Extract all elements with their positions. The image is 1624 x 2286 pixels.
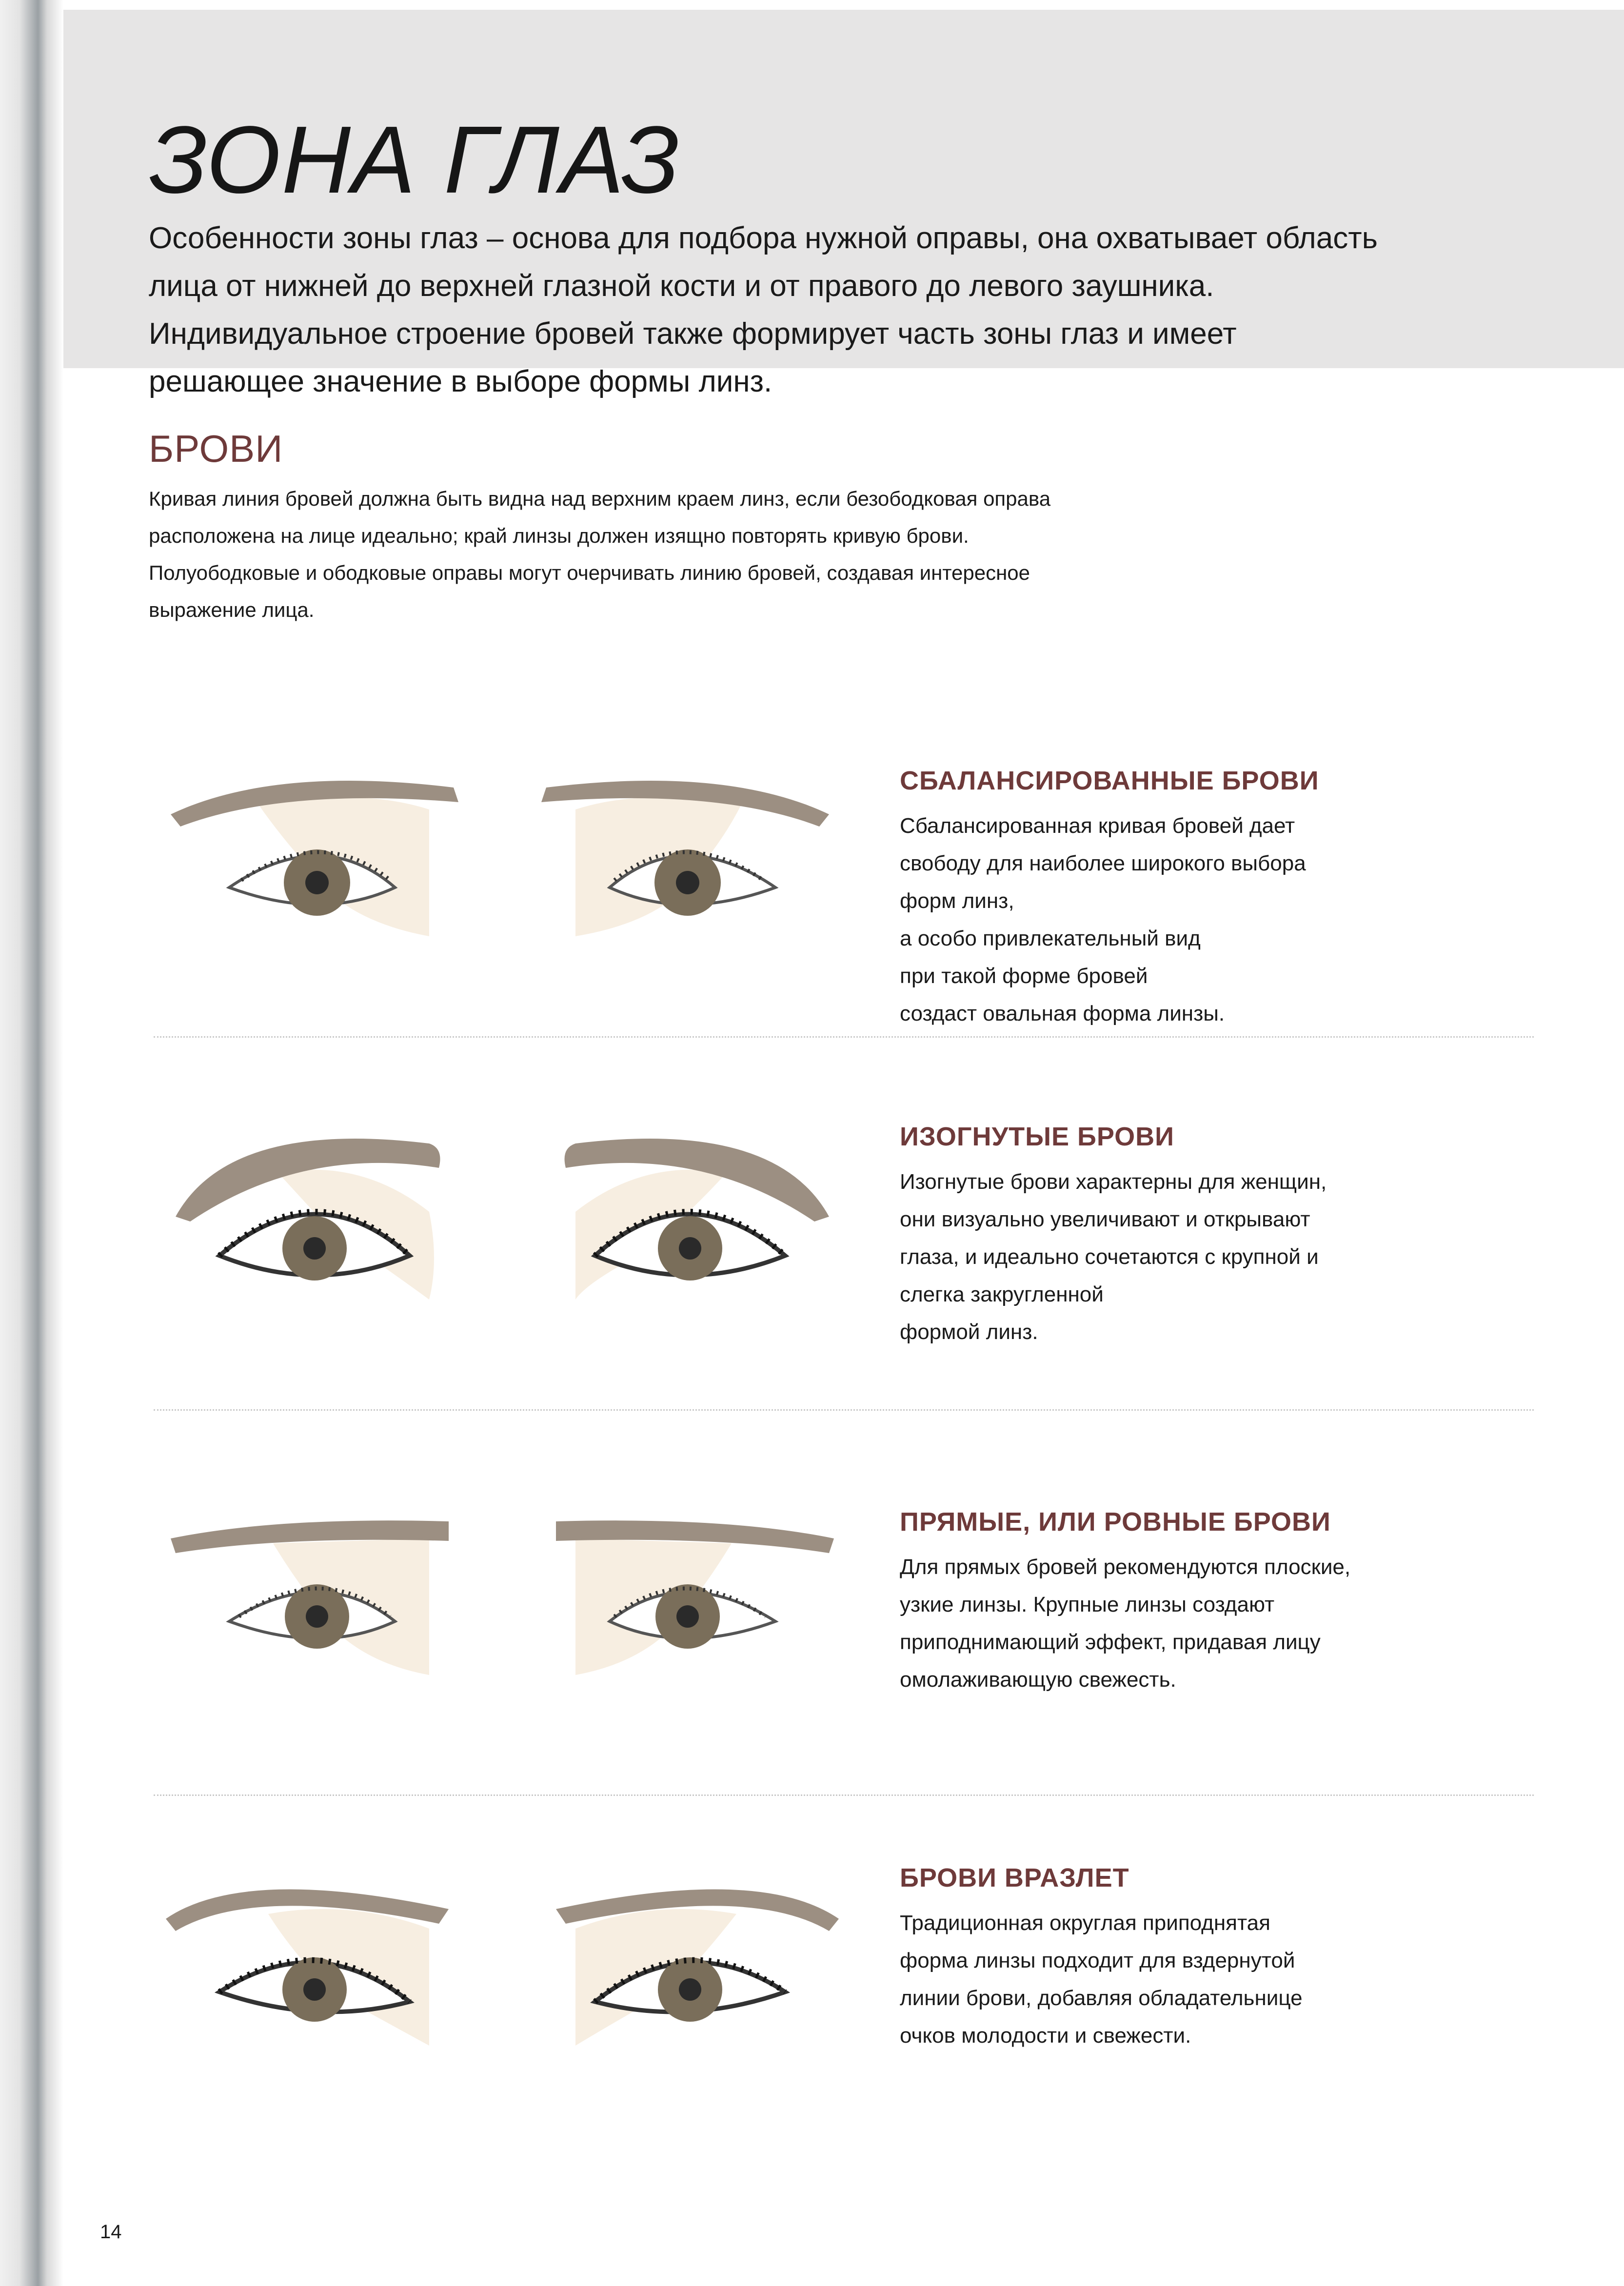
- eye-pair-drawing: [156, 1480, 849, 1704]
- right-eye-icon: [565, 1139, 830, 1300]
- brow-type-text: Для прямых бровей рекомендуются плоские, узкие линзы. Крупные линзы создают приподнимающий эффект, придавая лицу омолаживающую свежесть.: [900, 1555, 1351, 1692]
- brow-type-text: Сбалансированная кривая бровей дает свободу для наиболее широкого выбора форм линз, а особо привлекательный вид при такой форме бровей создаст овальная форма линзы.: [900, 814, 1306, 1025]
- left-eye-icon: [171, 781, 458, 936]
- eye-pair-illustration: [156, 1100, 849, 1324]
- eye-pair-drawing: [156, 1100, 849, 1324]
- eye-pair-illustration: [156, 1846, 849, 2070]
- eye-pair-drawing: [156, 1846, 849, 2070]
- section-paragraph: Кривая линия бровей должна быть видна над верхним краем линз, если безободковая оправа расположена на лице идеально; край линзы должен изящно повторять кривую брови. Полуободковые и ободковые оправы могут очерчивать линию бровей, создавая интересное выражение лица.: [149, 487, 1051, 621]
- right-eye-icon: [556, 1520, 834, 1675]
- brow-type-text: Изогнутые брови характерны для женщин, они визуально увеличивают и открывают глаза, и идеально сочетаются с крупной и слегка закругленной формой линз.: [900, 1170, 1327, 1344]
- pupil: [679, 1978, 701, 2001]
- brow-type-title: ПРЯМЫЕ, ИЛИ РОВНЫЕ БРОВИ: [900, 1507, 1331, 1537]
- brow-type-title: БРОВИ ВРАЗЛЕТ: [900, 1863, 1129, 1892]
- pupil: [306, 1605, 328, 1628]
- brow-type-straight: [0, 1480, 1624, 1860]
- divider: [154, 1794, 1534, 1796]
- pupil: [305, 871, 329, 894]
- right-eye-icon: [556, 1890, 839, 2046]
- pupil: [679, 1237, 701, 1260]
- pupil: [303, 1237, 326, 1260]
- divider: [154, 1036, 1534, 1038]
- brow-type-balanced: [0, 741, 1624, 1122]
- pupil: [303, 1978, 326, 2001]
- section-title: БРОВИ: [149, 427, 283, 470]
- eye-pair-illustration: [156, 741, 849, 966]
- pupil: [676, 871, 699, 894]
- intro-paragraph: Особенности зоны глаз – основа для подбора нужной оправы, она охватывает область лица от нижней до верхней глазной кости и от правого до левого заушника. Индивидуальное строение бровей также формирует часть зоны глаз и имеет решающее значение в выборе формы линз.: [149, 221, 1378, 398]
- left-eye-icon: [171, 1520, 449, 1675]
- left-eye-icon: [166, 1890, 449, 2046]
- page-title: ЗОНА ГЛАЗ: [149, 106, 681, 213]
- eye-pair-illustration: [156, 1480, 849, 1704]
- pupil: [676, 1605, 699, 1628]
- brow-type-title: СБАЛАНСИРОВАННЫЕ БРОВИ: [900, 766, 1319, 795]
- divider: [154, 1409, 1534, 1411]
- page-number: 14: [100, 2221, 122, 2243]
- left-eye-icon: [176, 1139, 440, 1300]
- brow-type-arched: [0, 1100, 1624, 1480]
- eye-pair-drawing: [156, 741, 849, 966]
- brow-type-text: Традиционная округлая приподнятая форма линзы подходит для вздернутой линии брови, добавляя обладательнице очков молодости и свежести.: [900, 1911, 1303, 2048]
- right-eye-icon: [541, 781, 829, 936]
- brow-type-title: ИЗОГНУТЫЕ БРОВИ: [900, 1122, 1174, 1151]
- brow-type-upswept: [0, 1846, 1624, 2226]
